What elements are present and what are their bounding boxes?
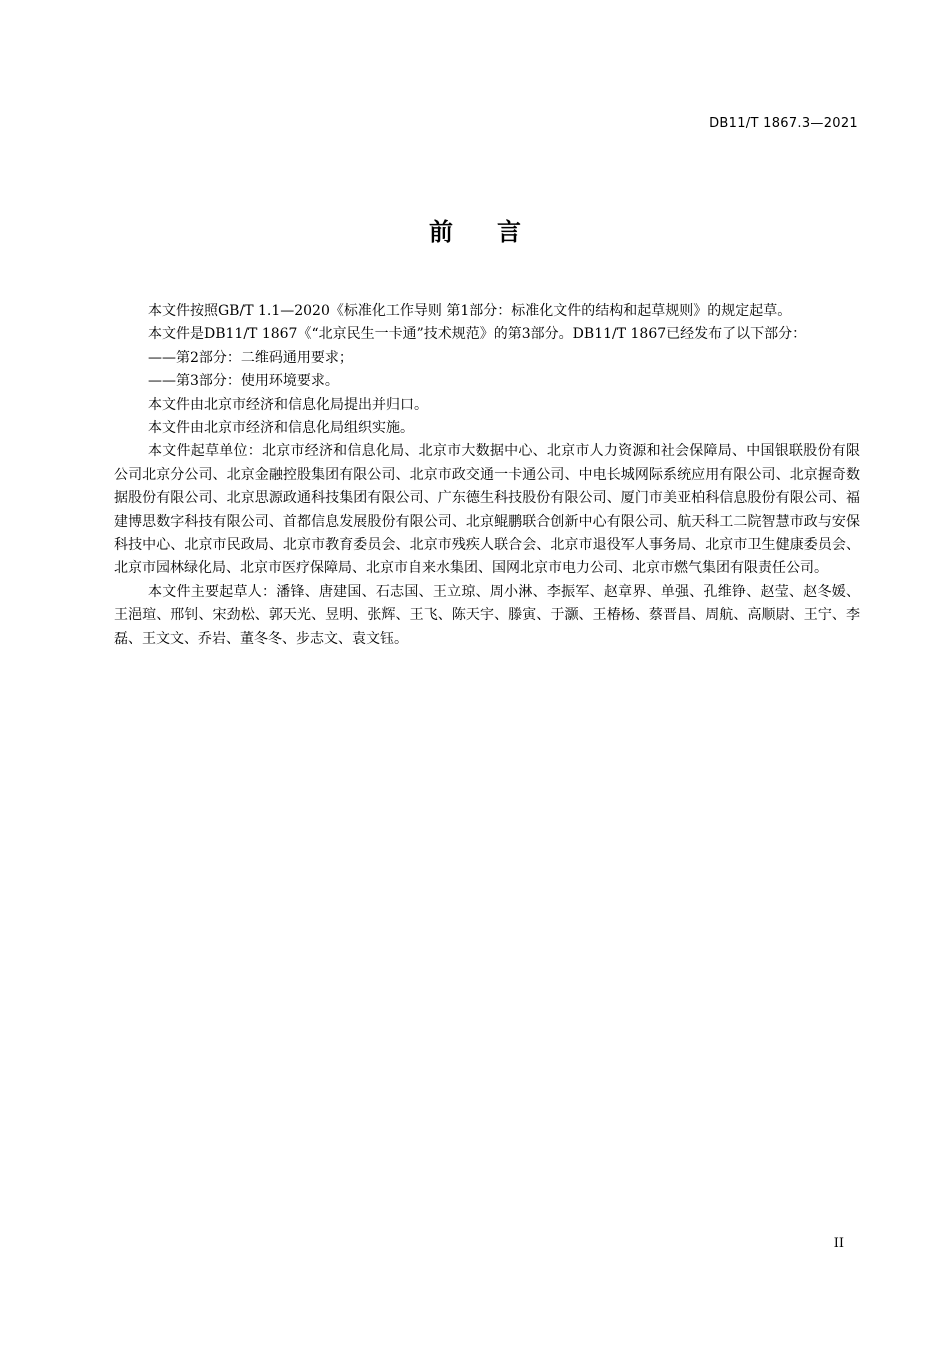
paragraph-drafting-units: 本文件起草单位：北京市经济和信息化局、北京市大数据中心、北京市人力资源和社会保障局、中国银联股份有限公司北京分公司、北京金融控股集团有限公司、北京市政交通一卡通公司、中电长城网际系统应用有限公司、北京握奇数据股份有限公司、北京思源政通科技集团有限公司、广东德生科技股份有限公司、厦门市美亚柏科信息股份有限公司、福建博思数字科技有限公司、首都信息发展股份有限公司、北京鲲鹏联合创新中心有限公司、航天科工二院智慧市政与安保科技中心、北京市民政局、北京市教育委员会、北京市残疾人联合会、北京市退役军人事务局、北京市卫生健康委员会、北京市园林绿化局、北京市医疗保障局、北京市自来水集团、国网北京市电力公司、北京市燃气集团有限责任公司。 (114, 443, 860, 577)
page-number: II (833, 1236, 844, 1251)
paragraph-implemented-by: 本文件由北京市经济和信息化局组织实施。 (148, 420, 414, 437)
paragraph-proposed-by: 本文件由北京市经济和信息化局提出并归口。 (148, 396, 428, 413)
preface-body (114, 300, 860, 651)
paragraph-series-info: 本文件是DB11/T 1867《“北京民生一卡通”技术规范》的第3部分。DB11/T 1867已经发布了以下部分： (148, 326, 807, 343)
paragraph-drafting-rules: 本文件按照GB/T 1.1—2020《标准化工作导则 第1部分：标准化文件的结构和起草规则》的规定起草。 (148, 303, 792, 319)
document-code: DB11/T 1867.3—2021 (709, 116, 858, 131)
page-title: 前言 (429, 218, 565, 246)
list-item-part-2: ——第2部分：二维码通用要求； (148, 349, 353, 366)
paragraph-drafters: 本文件主要起草人：潘锋、唐建国、石志国、王立琼、周小淋、李振军、赵章界、单强、孔维铮、赵莹、赵冬媛、王浥瑄、邢钊、宋劲松、郭天光、昱明、张辉、王飞、陈天宇、滕寅、于灏、王椿杨、蔡晋昌、周航、高顺尉、王宁、李磊、王文文、乔岩、董冬冬、步志文、袁文钰。 (114, 583, 860, 647)
list-item-part-3: ——第3部分：使用环境要求。 (148, 373, 339, 390)
